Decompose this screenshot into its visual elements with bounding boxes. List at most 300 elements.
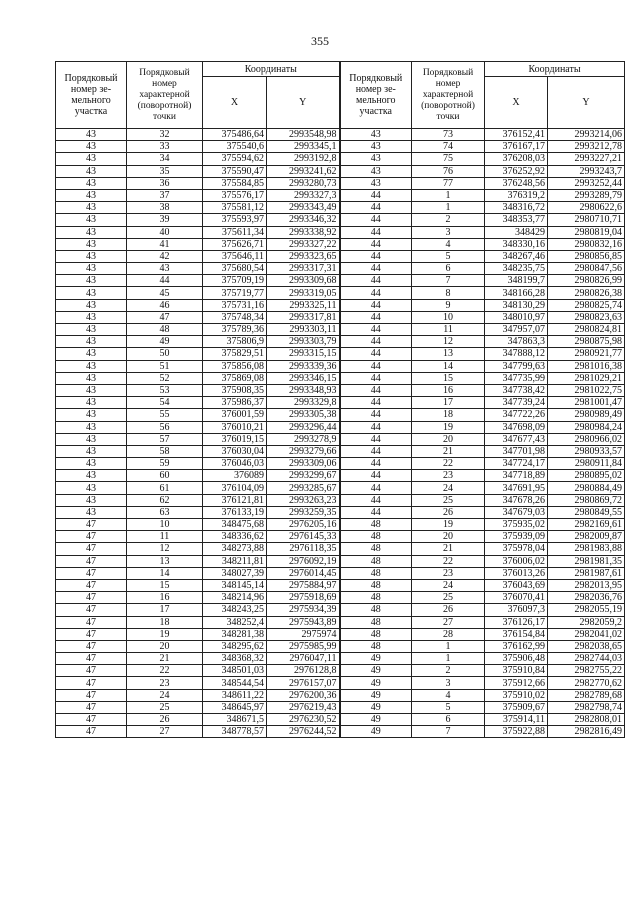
y-coordinate-left: 2993317,31: [267, 263, 340, 275]
plot-number-left: 47: [56, 628, 127, 640]
point-number-right: 27: [412, 616, 485, 628]
x-coordinate-left: 375856,08: [203, 360, 267, 372]
point-number-right: 6: [412, 714, 485, 726]
x-coordinate-right: 347739,24: [485, 397, 548, 409]
page-number: 355: [311, 34, 329, 48]
y-coordinate-left: 2993325,11: [267, 299, 340, 311]
point-number-left: 24: [127, 689, 203, 701]
point-number-right: 12: [412, 336, 485, 348]
point-number-left: 14: [127, 567, 203, 579]
point-number-left: 13: [127, 555, 203, 567]
table-row: [56, 189, 625, 201]
plot-number-left: 43: [56, 324, 127, 336]
point-number-right: 20: [412, 433, 485, 445]
x-coordinate-left: 375486,64: [203, 129, 267, 141]
plot-number-left: 47: [56, 677, 127, 689]
header-coordinates-right: Координаты: [485, 62, 625, 77]
point-number-right: 6: [412, 263, 485, 275]
y-coordinate-right: 2982808,01: [548, 714, 625, 726]
plot-number-left: 43: [56, 153, 127, 165]
point-number-right: 28: [412, 628, 485, 640]
plot-number-left: 43: [56, 214, 127, 226]
y-coordinate-left: 2975985,99: [267, 640, 340, 652]
point-number-right: 4: [412, 689, 485, 701]
table-row: [56, 567, 625, 579]
plot-number-left: 47: [56, 616, 127, 628]
point-number-right: 18: [412, 409, 485, 421]
header-x-right: X: [485, 77, 548, 129]
x-coordinate-left: 375593,97: [203, 214, 267, 226]
x-coordinate-right: 376070,41: [485, 592, 548, 604]
plot-number-left: 43: [56, 458, 127, 470]
point-number-left: 43: [127, 263, 203, 275]
table-row: [56, 372, 625, 384]
plot-number-right: 44: [340, 360, 412, 372]
y-coordinate-left: 2993280,73: [267, 177, 340, 189]
point-number-right: 25: [412, 592, 485, 604]
point-number-right: 8: [412, 287, 485, 299]
point-number-left: 61: [127, 482, 203, 494]
x-coordinate-right: 348199,7: [485, 275, 548, 287]
plot-number-left: 43: [56, 433, 127, 445]
y-coordinate-right: 2982770,62: [548, 677, 625, 689]
y-coordinate-right: 2982798,74: [548, 701, 625, 713]
y-coordinate-right: 2980884,49: [548, 482, 625, 494]
plot-number-right: 43: [340, 153, 412, 165]
table-row: [56, 665, 625, 677]
y-coordinate-left: 2993327,22: [267, 238, 340, 250]
plot-number-right: 48: [340, 531, 412, 543]
plot-number-right: 48: [340, 604, 412, 616]
table-row: [56, 384, 625, 396]
x-coordinate-left: 375590,47: [203, 165, 267, 177]
table-row: [56, 250, 625, 262]
plot-number-right: 44: [340, 348, 412, 360]
table-row: [56, 433, 625, 445]
point-number-left: 38: [127, 202, 203, 214]
point-number-right: 11: [412, 324, 485, 336]
x-coordinate-right: 376154,84: [485, 628, 548, 640]
y-coordinate-left: 2993339,36: [267, 360, 340, 372]
x-coordinate-right: 376208,03: [485, 153, 548, 165]
point-number-right: 22: [412, 555, 485, 567]
point-number-left: 56: [127, 421, 203, 433]
y-coordinate-right: 2980819,04: [548, 226, 625, 238]
y-coordinate-right: 2980966,02: [548, 433, 625, 445]
table-row: [56, 360, 625, 372]
x-coordinate-left: 375789,36: [203, 324, 267, 336]
point-number-right: 25: [412, 494, 485, 506]
point-number-right: 76: [412, 165, 485, 177]
plot-number-left: 43: [56, 506, 127, 518]
y-coordinate-right: 2980710,71: [548, 214, 625, 226]
y-coordinate-left: 2993346,32: [267, 214, 340, 226]
point-number-left: 49: [127, 336, 203, 348]
point-number-right: 26: [412, 604, 485, 616]
point-number-left: 33: [127, 141, 203, 153]
x-coordinate-left: 376001,59: [203, 409, 267, 421]
point-number-right: 19: [412, 519, 485, 531]
y-coordinate-left: 2976092,19: [267, 555, 340, 567]
x-coordinate-right: 376319,2: [485, 189, 548, 201]
x-coordinate-left: 376121,81: [203, 494, 267, 506]
x-coordinate-left: 375594,62: [203, 153, 267, 165]
plot-number-left: 47: [56, 604, 127, 616]
point-number-right: 73: [412, 129, 485, 141]
y-coordinate-left: 2993315,15: [267, 348, 340, 360]
plot-number-right: 43: [340, 129, 412, 141]
plot-number-right: 44: [340, 250, 412, 262]
plot-number-right: 44: [340, 482, 412, 494]
point-number-right: 9: [412, 299, 485, 311]
y-coordinate-right: 2993243,7: [548, 165, 625, 177]
plot-number-right: 44: [340, 214, 412, 226]
point-number-right: 21: [412, 543, 485, 555]
point-number-right: 23: [412, 567, 485, 579]
point-number-right: 21: [412, 445, 485, 457]
y-coordinate-left: 2976205,16: [267, 519, 340, 531]
plot-number-left: 47: [56, 579, 127, 591]
point-number-left: 23: [127, 677, 203, 689]
y-coordinate-left: 2976200,36: [267, 689, 340, 701]
plot-number-right: 49: [340, 677, 412, 689]
point-number-left: 37: [127, 189, 203, 201]
point-number-left: 42: [127, 250, 203, 262]
table-row: [56, 555, 625, 567]
plot-number-right: 44: [340, 470, 412, 482]
plot-number-right: 44: [340, 287, 412, 299]
point-number-right: 23: [412, 470, 485, 482]
x-coordinate-left: 376010,21: [203, 421, 267, 433]
table-row: [56, 628, 625, 640]
y-coordinate-right: 2993214,06: [548, 129, 625, 141]
x-coordinate-left: 375731,16: [203, 299, 267, 311]
y-coordinate-left: 2975934,39: [267, 604, 340, 616]
y-coordinate-right: 2980832,16: [548, 238, 625, 250]
table-body: [56, 129, 625, 738]
point-number-right: 1: [412, 189, 485, 201]
x-coordinate-left: 376089: [203, 470, 267, 482]
table-row: [56, 141, 625, 153]
point-number-right: 17: [412, 397, 485, 409]
point-number-right: 20: [412, 531, 485, 543]
y-coordinate-right: 2982789,68: [548, 689, 625, 701]
table-row: [56, 592, 625, 604]
plot-number-left: 43: [56, 482, 127, 494]
point-number-left: 16: [127, 592, 203, 604]
point-number-left: 18: [127, 616, 203, 628]
plot-number-left: 47: [56, 714, 127, 726]
point-number-right: 1: [412, 640, 485, 652]
plot-number-right: 49: [340, 726, 412, 738]
y-coordinate-right: 2980984,24: [548, 421, 625, 433]
plot-number-left: 43: [56, 470, 127, 482]
y-coordinate-right: 2980895,02: [548, 470, 625, 482]
table-row: [56, 226, 625, 238]
plot-number-right: 44: [340, 324, 412, 336]
header-point-number-left: Порядковый номер характерной (поворотной) точки: [127, 62, 203, 129]
y-coordinate-left: 2975974: [267, 628, 340, 640]
table-row: [56, 287, 625, 299]
point-number-left: 55: [127, 409, 203, 421]
y-coordinate-left: 2993278,9: [267, 433, 340, 445]
plot-number-left: 47: [56, 665, 127, 677]
x-coordinate-right: 375910,84: [485, 665, 548, 677]
point-number-right: 10: [412, 311, 485, 323]
x-coordinate-right: 375978,04: [485, 543, 548, 555]
y-coordinate-right: 2981983,88: [548, 543, 625, 555]
x-coordinate-left: 348214,96: [203, 592, 267, 604]
plot-number-left: 43: [56, 226, 127, 238]
y-coordinate-right: 2981987,61: [548, 567, 625, 579]
point-number-right: 19: [412, 421, 485, 433]
plot-number-left: 43: [56, 336, 127, 348]
plot-number-left: 43: [56, 311, 127, 323]
y-coordinate-left: 2993338,92: [267, 226, 340, 238]
y-coordinate-right: 2982013,95: [548, 579, 625, 591]
y-coordinate-right: 2980826,99: [548, 275, 625, 287]
y-coordinate-right: 2980921,77: [548, 348, 625, 360]
y-coordinate-right: 2980826,38: [548, 287, 625, 299]
plot-number-right: 48: [340, 640, 412, 652]
x-coordinate-right: 376043,69: [485, 579, 548, 591]
plot-number-right: 48: [340, 543, 412, 555]
y-coordinate-right: 2982036,76: [548, 592, 625, 604]
y-coordinate-left: 2993305,38: [267, 409, 340, 421]
y-coordinate-right: 2980622,6: [548, 202, 625, 214]
x-coordinate-left: 375581,12: [203, 202, 267, 214]
point-number-right: 7: [412, 726, 485, 738]
x-coordinate-right: 376162,99: [485, 640, 548, 652]
x-coordinate-left: 348281,38: [203, 628, 267, 640]
x-coordinate-left: 348671,5: [203, 714, 267, 726]
y-coordinate-right: 2980856,85: [548, 250, 625, 262]
y-coordinate-right: 2982009,87: [548, 531, 625, 543]
point-number-left: 10: [127, 519, 203, 531]
plot-number-left: 47: [56, 689, 127, 701]
point-number-left: 59: [127, 458, 203, 470]
y-coordinate-right: 2982041,02: [548, 628, 625, 640]
plot-number-right: 43: [340, 141, 412, 153]
point-number-left: 25: [127, 701, 203, 713]
header-point-number-right: Порядковый номер характерной (поворотной) точки: [412, 62, 485, 129]
x-coordinate-right: 375910,02: [485, 689, 548, 701]
y-coordinate-left: 2993348,93: [267, 384, 340, 396]
x-coordinate-left: 375611,34: [203, 226, 267, 238]
point-number-left: 35: [127, 165, 203, 177]
y-coordinate-right: 2993252,44: [548, 177, 625, 189]
plot-number-left: 43: [56, 348, 127, 360]
table-row: [56, 701, 625, 713]
y-coordinate-left: 2993317,81: [267, 311, 340, 323]
table-row: [56, 397, 625, 409]
y-coordinate-left: 2993329,8: [267, 397, 340, 409]
y-coordinate-left: 2993263,23: [267, 494, 340, 506]
y-coordinate-left: 2976230,52: [267, 714, 340, 726]
y-coordinate-left: 2993259,35: [267, 506, 340, 518]
y-coordinate-left: 2976145,33: [267, 531, 340, 543]
coordinates-table: [55, 61, 625, 738]
plot-number-left: 43: [56, 263, 127, 275]
x-coordinate-left: 348368,32: [203, 653, 267, 665]
plot-number-left: 43: [56, 384, 127, 396]
y-coordinate-left: 2993192,8: [267, 153, 340, 165]
y-coordinate-left: 2975918,69: [267, 592, 340, 604]
x-coordinate-right: 375935,02: [485, 519, 548, 531]
y-coordinate-left: 2993309,06: [267, 458, 340, 470]
plot-number-right: 44: [340, 409, 412, 421]
x-coordinate-right: 347677,43: [485, 433, 548, 445]
table-row: [56, 177, 625, 189]
point-number-left: 60: [127, 470, 203, 482]
y-coordinate-right: 2981022,75: [548, 384, 625, 396]
x-coordinate-left: 348145,14: [203, 579, 267, 591]
x-coordinate-right: 347678,26: [485, 494, 548, 506]
point-number-right: 7: [412, 275, 485, 287]
x-coordinate-right: 348010,97: [485, 311, 548, 323]
x-coordinate-left: 348645,97: [203, 701, 267, 713]
point-number-left: 54: [127, 397, 203, 409]
y-coordinate-left: 2976128,8: [267, 665, 340, 677]
y-coordinate-left: 2993303,11: [267, 324, 340, 336]
x-coordinate-right: 348316,72: [485, 202, 548, 214]
plot-number-right: 44: [340, 372, 412, 384]
x-coordinate-right: 347888,12: [485, 348, 548, 360]
plot-number-right: 49: [340, 701, 412, 713]
plot-number-right: 48: [340, 616, 412, 628]
plot-number-left: 47: [56, 640, 127, 652]
y-coordinate-right: 2980847,56: [548, 263, 625, 275]
x-coordinate-right: 347957,07: [485, 324, 548, 336]
point-number-right: 16: [412, 384, 485, 396]
plot-number-left: 43: [56, 189, 127, 201]
x-coordinate-left: 348273,88: [203, 543, 267, 555]
table-row: [56, 653, 625, 665]
table-row: [56, 458, 625, 470]
table-row: [56, 129, 625, 141]
plot-number-right: 44: [340, 458, 412, 470]
x-coordinate-right: 347735,99: [485, 372, 548, 384]
y-coordinate-right: 2981001,47: [548, 397, 625, 409]
x-coordinate-right: 376252,92: [485, 165, 548, 177]
plot-number-right: 48: [340, 567, 412, 579]
x-coordinate-right: 376126,17: [485, 616, 548, 628]
x-coordinate-right: 348429: [485, 226, 548, 238]
plot-number-left: 47: [56, 555, 127, 567]
point-number-left: 45: [127, 287, 203, 299]
x-coordinate-left: 375540,6: [203, 141, 267, 153]
x-coordinate-left: 375748,34: [203, 311, 267, 323]
x-coordinate-right: 376006,02: [485, 555, 548, 567]
plot-number-left: 43: [56, 129, 127, 141]
x-coordinate-left: 348252,4: [203, 616, 267, 628]
y-coordinate-left: 2993299,67: [267, 470, 340, 482]
plot-number-left: 43: [56, 445, 127, 457]
y-coordinate-right: 2981029,21: [548, 372, 625, 384]
point-number-left: 41: [127, 238, 203, 250]
plot-number-left: 47: [56, 519, 127, 531]
y-coordinate-left: 2993343,49: [267, 202, 340, 214]
plot-number-left: 43: [56, 409, 127, 421]
table-row: [56, 299, 625, 311]
y-coordinate-right: 2982055,19: [548, 604, 625, 616]
point-number-right: 2: [412, 665, 485, 677]
x-coordinate-left: 375626,71: [203, 238, 267, 250]
plot-number-left: 47: [56, 701, 127, 713]
plot-number-right: 44: [340, 189, 412, 201]
table-row: [56, 677, 625, 689]
point-number-left: 19: [127, 628, 203, 640]
plot-number-right: 43: [340, 177, 412, 189]
x-coordinate-right: 347799,63: [485, 360, 548, 372]
point-number-left: 39: [127, 214, 203, 226]
x-coordinate-left: 348336,62: [203, 531, 267, 543]
plot-number-right: 44: [340, 433, 412, 445]
x-coordinate-left: 375829,51: [203, 348, 267, 360]
table-row: [56, 165, 625, 177]
x-coordinate-right: 347738,42: [485, 384, 548, 396]
plot-number-right: 49: [340, 653, 412, 665]
x-coordinate-left: 348295,62: [203, 640, 267, 652]
y-coordinate-right: 2982744,03: [548, 653, 625, 665]
plot-number-left: 43: [56, 250, 127, 262]
table-row: [56, 238, 625, 250]
point-number-left: 27: [127, 726, 203, 738]
table-row: [56, 348, 625, 360]
x-coordinate-right: 348330,16: [485, 238, 548, 250]
point-number-right: 4: [412, 238, 485, 250]
x-coordinate-right: 348235,75: [485, 263, 548, 275]
plot-number-left: 43: [56, 275, 127, 287]
point-number-left: 57: [127, 433, 203, 445]
plot-number-right: 44: [340, 494, 412, 506]
x-coordinate-left: 375908,35: [203, 384, 267, 396]
y-coordinate-left: 2976047,11: [267, 653, 340, 665]
x-coordinate-right: 348353,77: [485, 214, 548, 226]
point-number-left: 46: [127, 299, 203, 311]
table-row: [56, 714, 625, 726]
x-coordinate-left: 348027,39: [203, 567, 267, 579]
x-coordinate-left: 348475,68: [203, 519, 267, 531]
x-coordinate-left: 376104,09: [203, 482, 267, 494]
header-y-left: Y: [267, 77, 340, 129]
x-coordinate-left: 376019,15: [203, 433, 267, 445]
plot-number-left: 43: [56, 287, 127, 299]
table-row: [56, 506, 625, 518]
table-row: [56, 421, 625, 433]
point-number-left: 36: [127, 177, 203, 189]
point-number-right: 2: [412, 214, 485, 226]
table-row: [56, 214, 625, 226]
plot-number-left: 43: [56, 494, 127, 506]
table-row: [56, 311, 625, 323]
table-row: [56, 616, 625, 628]
point-number-right: 1: [412, 202, 485, 214]
x-coordinate-right: 347863,3: [485, 336, 548, 348]
header-plot-number-right: Порядковый номер зе- мельного участка: [340, 62, 412, 129]
x-coordinate-right: 348267,46: [485, 250, 548, 262]
point-number-right: 3: [412, 677, 485, 689]
y-coordinate-left: 2993309,68: [267, 275, 340, 287]
table-row: [56, 640, 625, 652]
x-coordinate-right: 347679,03: [485, 506, 548, 518]
y-coordinate-left: 2993241,62: [267, 165, 340, 177]
y-coordinate-right: 2982816,49: [548, 726, 625, 738]
header-y-right: Y: [548, 77, 625, 129]
header-plot-number-left: Порядковый номер зе- мельного участка: [56, 62, 127, 129]
plot-number-right: 44: [340, 226, 412, 238]
x-coordinate-right: 375922,88: [485, 726, 548, 738]
